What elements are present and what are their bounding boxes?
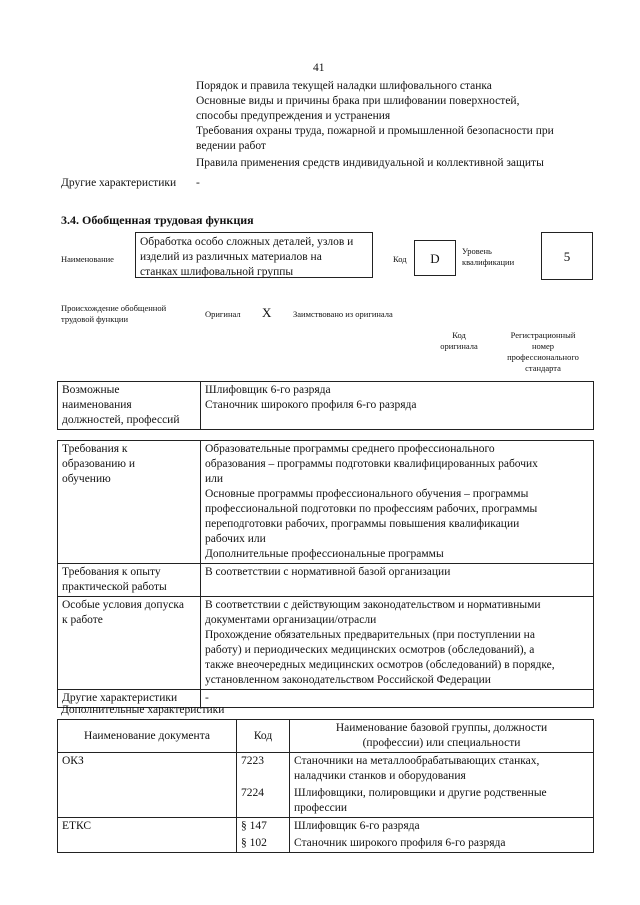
experience-label-line: Требования к опыту xyxy=(62,566,161,578)
code-cell: § 102 xyxy=(237,835,290,853)
education-line: рабочих или xyxy=(205,533,266,545)
education-label-line: Требования к xyxy=(62,443,128,455)
doc-etks: ЕТКС xyxy=(58,818,237,853)
function-name-line: изделий из различных материалов на xyxy=(140,251,322,263)
other-characteristics-label: Другие характеристики xyxy=(61,177,177,189)
name-cell xyxy=(290,818,594,836)
other-value xyxy=(201,690,594,708)
education-line: или xyxy=(205,473,224,485)
name-cell xyxy=(290,753,594,786)
name-cell xyxy=(290,785,594,818)
education-line: образования – программы подготовки квалифицированных рабочих xyxy=(205,458,538,470)
other-label-line: Другие характеристики xyxy=(62,692,178,704)
level-label-line: Уровень xyxy=(462,246,492,256)
admission-line: установленном законодательством Российской Федерации xyxy=(205,674,491,686)
positions-value xyxy=(201,382,594,430)
table-row xyxy=(58,720,594,753)
admission-label-line: к работе xyxy=(62,614,103,626)
admission-line: документами организации/отрасли xyxy=(205,614,377,626)
table-row xyxy=(58,382,594,430)
header-code: Код xyxy=(237,720,290,753)
knowledge-line: Правила применения средств индивидуальной и коллективной защиты xyxy=(196,157,544,169)
experience-value xyxy=(201,564,594,597)
admission-value xyxy=(201,597,594,690)
positions-label-line: Возможные xyxy=(62,384,120,396)
positions-label xyxy=(58,382,201,430)
header-name-line: (профессии) или специальности xyxy=(362,737,521,749)
registration-label-line: номер xyxy=(531,341,555,351)
original-code-label-line: Код xyxy=(452,330,466,340)
code-cell: § 147 xyxy=(237,818,290,836)
code-cell: 7224 xyxy=(237,785,290,818)
education-line: Основные программы профессионального обучения – программы xyxy=(205,488,529,500)
level-label-line: квалификации xyxy=(462,257,515,267)
registration-label-line: профессионального xyxy=(507,352,579,362)
registration-label-line: Регистрационный xyxy=(510,330,576,340)
original-code-label xyxy=(432,330,486,352)
code-label: Код xyxy=(393,254,407,264)
code-value: D xyxy=(414,240,456,276)
knowledge-line: Основные виды и причины брака при шлифовании поверхностей, xyxy=(196,95,520,107)
function-name-box xyxy=(135,232,373,278)
admission-line: также внеочередных медицинских осмотров (обследований) в порядке, xyxy=(205,659,555,671)
education-label xyxy=(58,441,201,564)
name-line: наладчики станков и оборудования xyxy=(294,770,466,782)
education-line: Дополнительные профессиональные программы xyxy=(205,548,444,560)
level-label xyxy=(462,246,514,268)
table-row xyxy=(58,441,594,564)
name-line: Шлифовщики, полировщики и другие родственные xyxy=(294,787,547,799)
name-line: Станочники на металлообрабатывающих станках, xyxy=(294,755,540,767)
education-label-line: обучению xyxy=(62,473,111,485)
name-line: профессии xyxy=(294,802,348,814)
education-line: переподготовки рабочих, программы повышения квалификации xyxy=(205,518,520,530)
doc-okz: ОКЗ xyxy=(58,753,237,818)
registration-number-label xyxy=(493,330,593,374)
additional-table xyxy=(57,719,594,853)
knowledge-line: ведении работ xyxy=(196,140,266,152)
section-heading: 3.4. Обобщенная трудовая функция xyxy=(61,213,254,227)
registration-label-line: стандарта xyxy=(525,363,561,373)
header-name-line: Наименование базовой группы, должности xyxy=(335,722,548,734)
positions-label-line: должностей, профессий xyxy=(62,414,180,426)
other-line: - xyxy=(205,692,209,704)
table-row xyxy=(58,753,594,786)
additional-title: Дополнительные характеристики xyxy=(61,704,225,716)
original-label: Оригинал xyxy=(205,309,241,319)
education-line: Образовательные программы среднего профессионального xyxy=(205,443,495,455)
position-line: Шлифовщик 6-го разряда xyxy=(205,384,331,396)
admission-line: Прохождение обязательных предварительных (при поступлении на xyxy=(205,629,535,641)
page-number: 41 xyxy=(313,62,325,74)
admission-label xyxy=(58,597,201,690)
table-row xyxy=(58,818,594,836)
position-line: Станочник широкого профиля 6-го разряда xyxy=(205,399,417,411)
origin-label-line: трудовой функции xyxy=(61,314,128,324)
header-name xyxy=(290,720,594,753)
table-row xyxy=(58,564,594,597)
function-name-line: Обработка особо сложных деталей, узлов и xyxy=(140,236,354,248)
knowledge-line: Требования охраны труда, пожарной и промышленной безопасности при xyxy=(196,125,554,137)
admission-line: работу) и периодических медицинских осмотров (обследований), а xyxy=(205,644,535,656)
admission-label-line: Особые условия допуска xyxy=(62,599,184,611)
header-doc: Наименование документа xyxy=(58,720,237,753)
original-code-label-line: оригинала xyxy=(440,341,478,351)
origin-label-line: Происхождение обобщенной xyxy=(61,303,167,313)
positions-label-line: наименования xyxy=(62,399,132,411)
name-label: Наименование xyxy=(61,254,114,264)
function-name-line: станках шлифовальной группы xyxy=(140,266,294,278)
experience-label xyxy=(58,564,201,597)
other-characteristics-value: - xyxy=(196,177,200,189)
table-row xyxy=(58,597,594,690)
name-line: Станочник широкого профиля 6-го разряда xyxy=(294,837,506,849)
knowledge-list xyxy=(196,79,596,171)
name-cell xyxy=(290,835,594,853)
positions-table xyxy=(57,381,594,430)
code-cell: 7223 xyxy=(237,753,290,786)
education-line: профессиональной подготовки по профессиям рабочих, программы xyxy=(205,503,538,515)
experience-label-line: практической работы xyxy=(62,581,167,593)
experience-line: В соответствии с нормативной базой организации xyxy=(205,566,451,578)
name-line: Шлифовщик 6-го разряда xyxy=(294,820,420,832)
origin-label xyxy=(61,303,166,325)
knowledge-line: Порядок и правила текущей наладки шлифовального станка xyxy=(196,80,492,92)
education-label-line: образованию и xyxy=(62,458,135,470)
knowledge-line: способы предупреждения и устранения xyxy=(196,110,391,122)
level-value: 5 xyxy=(541,232,593,280)
original-mark: X xyxy=(262,305,272,320)
borrowed-label: Заимствовано из оригинала xyxy=(293,309,393,319)
admission-line: В соответствии с действующим законодательством и нормативными xyxy=(205,599,541,611)
education-value xyxy=(201,441,594,564)
requirements-table xyxy=(57,440,594,708)
